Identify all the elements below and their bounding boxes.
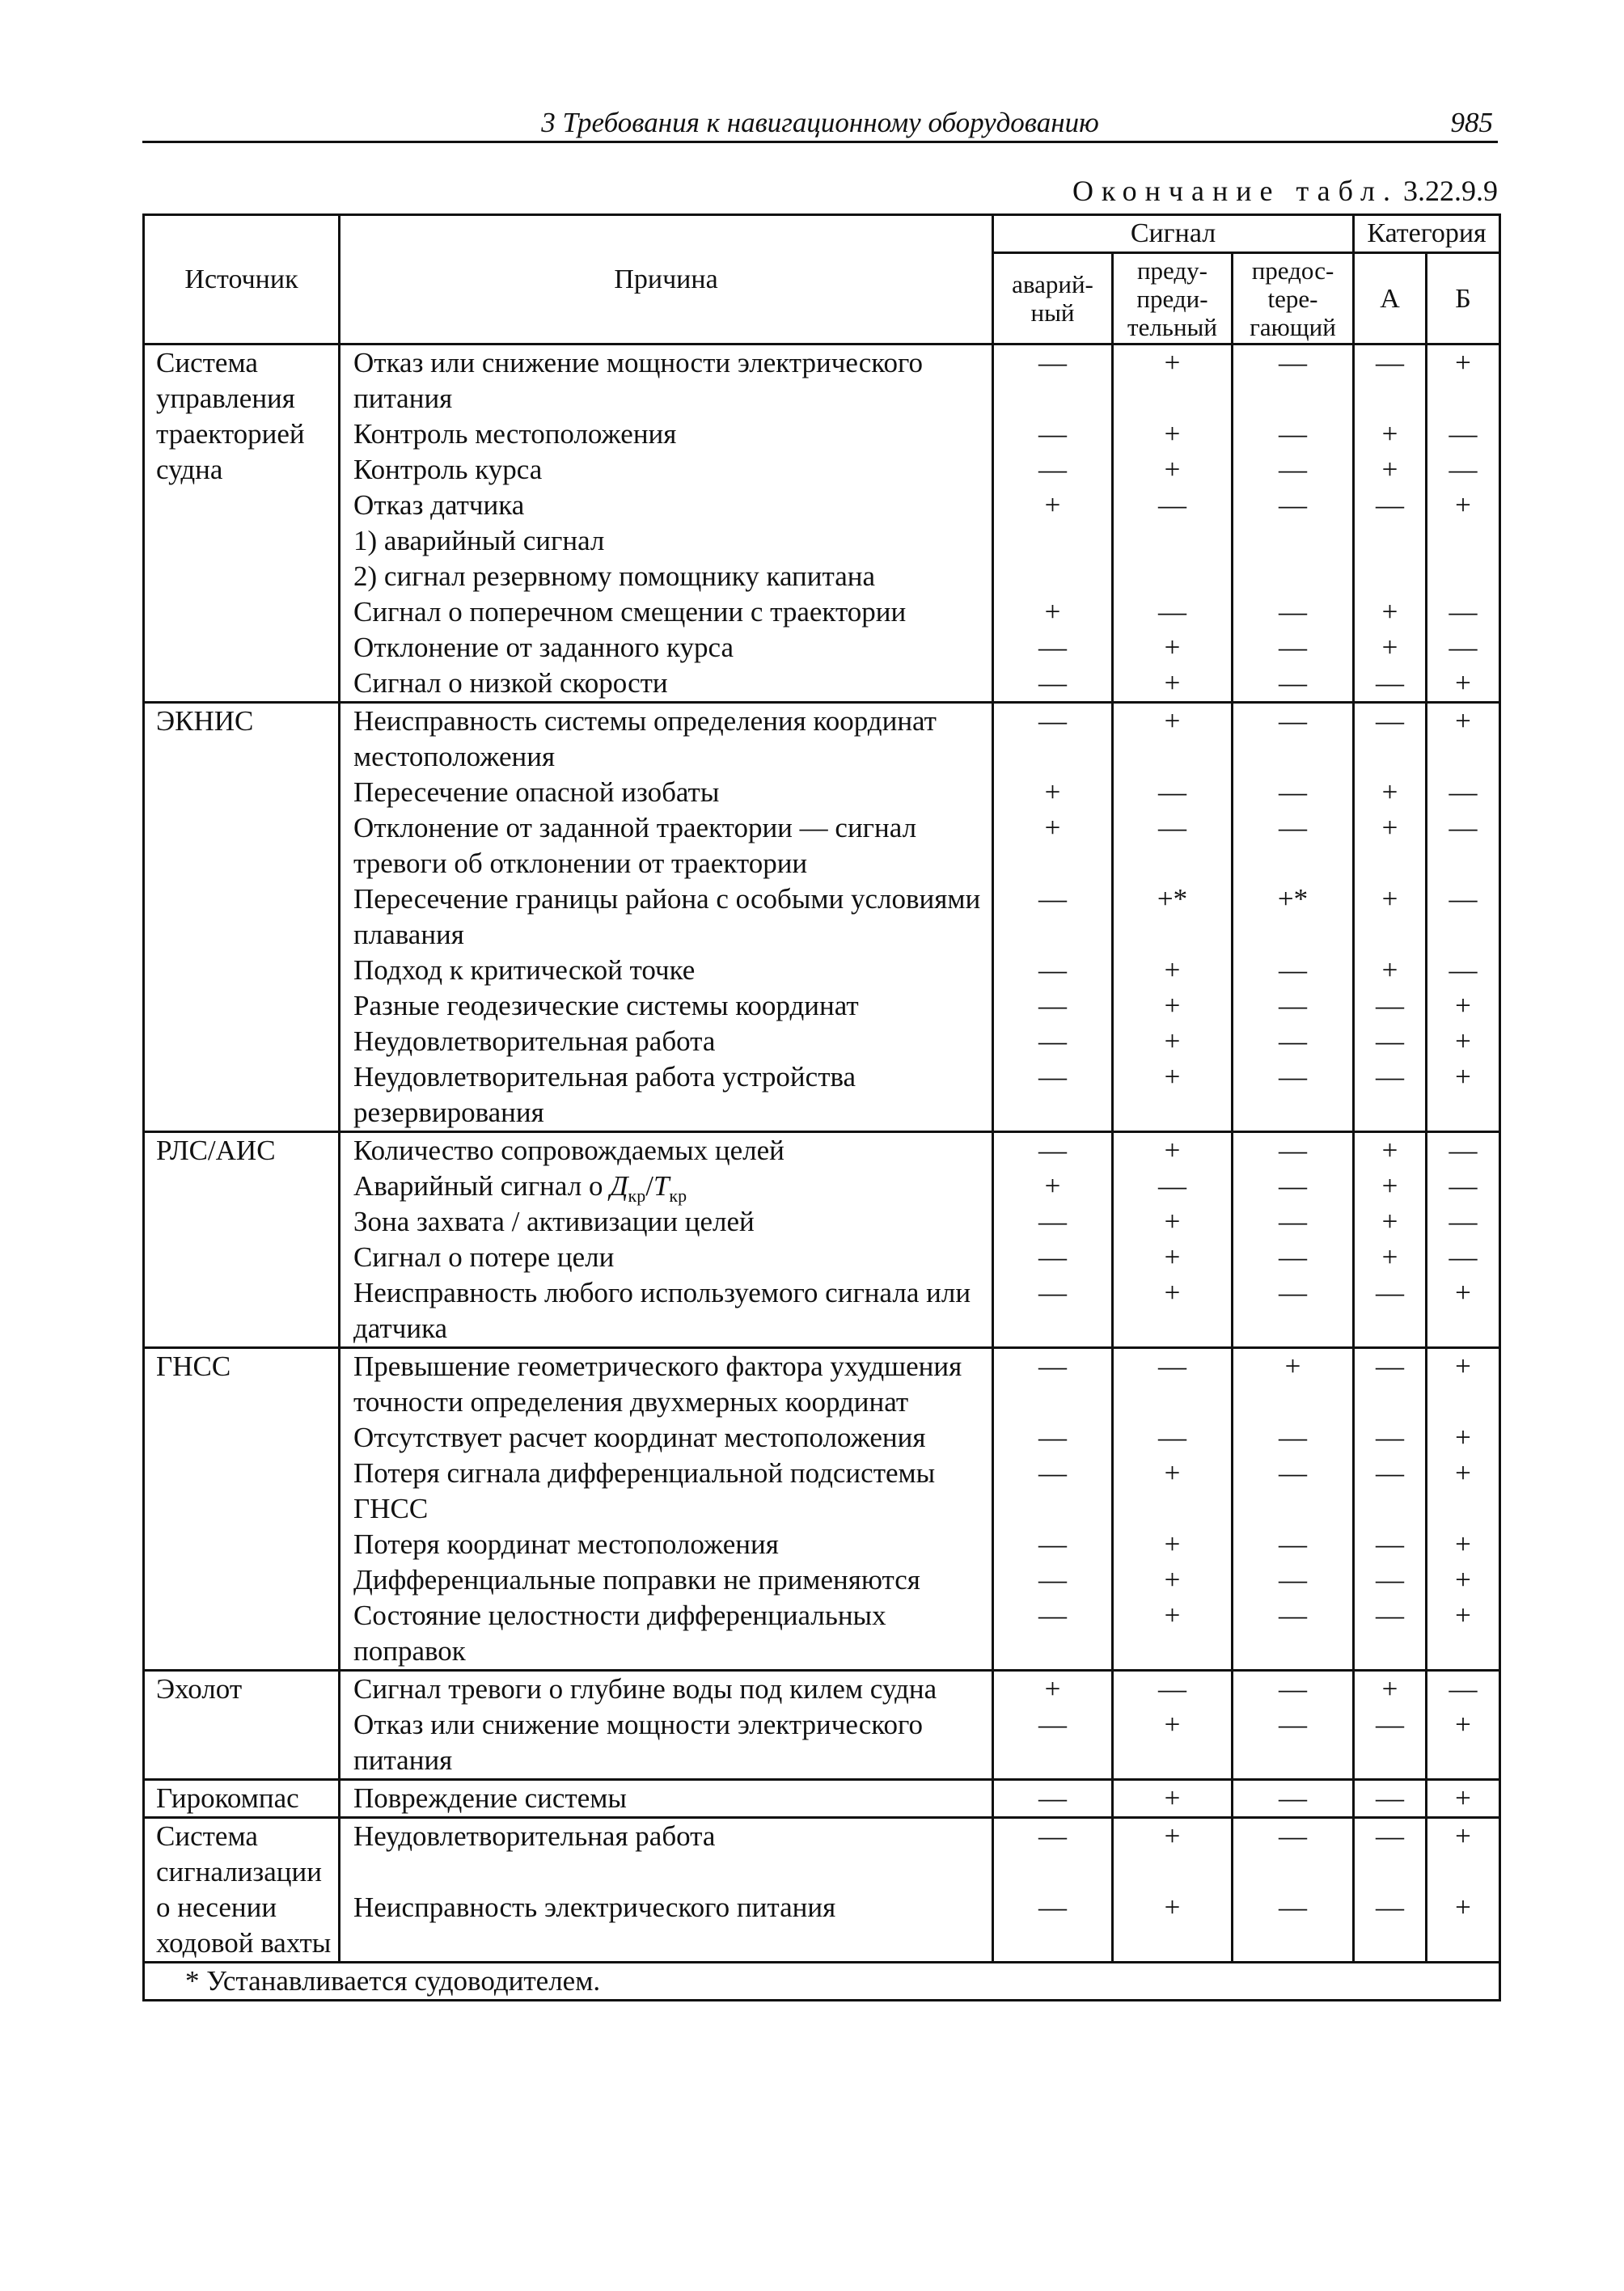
cause-cell: Пересечение опасной изобаты [340, 775, 993, 810]
table-row [144, 953, 1500, 988]
cause-cell: Неисправность системы определения координат местоположения [340, 703, 993, 776]
alarm-mark: — [993, 630, 1113, 666]
category-a-mark: — [1354, 666, 1427, 703]
caution-mark: — [1233, 344, 1354, 417]
category-a-mark: — [1354, 1275, 1427, 1348]
alarm-mark: — [993, 1420, 1113, 1456]
alarm-mark: — [993, 881, 1113, 953]
cause-cell: Отклонение от заданной траектории — сигнал тревоги об отклонении от траектории [340, 810, 993, 881]
category-b-mark: + [1427, 1890, 1500, 1963]
warning-mark: + [1113, 703, 1233, 776]
category-b-mark: — [1427, 1204, 1500, 1240]
alarm-mark: + [993, 1671, 1113, 1708]
category-b-mark: + [1427, 1598, 1500, 1671]
table-body [144, 344, 1500, 2001]
category-a-mark: + [1354, 775, 1427, 810]
source-cell: Гирокомпас [144, 1780, 340, 1818]
warning-mark: + [1113, 1059, 1233, 1132]
caution-mark: — [1233, 1818, 1354, 1891]
alarm-mark: — [993, 1132, 1113, 1169]
category-b-mark: + [1427, 1818, 1500, 1891]
category-a-mark: — [1354, 1818, 1427, 1891]
warning-mark: — [1113, 1420, 1233, 1456]
caution-mark: — [1233, 1707, 1354, 1780]
caution-mark: — [1233, 1024, 1354, 1059]
caution-mark: — [1233, 775, 1354, 810]
category-a-mark: + [1354, 881, 1427, 953]
caution-mark: — [1233, 1169, 1354, 1204]
table-row [144, 703, 1500, 776]
footnote: * Устанавливается судоводителем. [144, 1963, 1500, 2001]
category-b-mark: + [1427, 703, 1500, 776]
footnote-row [144, 1963, 1500, 2001]
caution-mark: — [1233, 1671, 1354, 1708]
table-caption-label: Окончание табл. [1072, 175, 1398, 207]
header-category: Категория [1354, 215, 1500, 253]
table-caption [890, 173, 1498, 209]
source-cell: ЭКНИС [144, 703, 340, 1132]
warning-mark: + [1113, 630, 1233, 666]
category-a-mark: — [1354, 1562, 1427, 1598]
category-b-mark: — [1427, 810, 1500, 881]
category-b-mark: — [1427, 881, 1500, 953]
alarm-mark: — [993, 1240, 1113, 1275]
category-b-mark: — [1427, 416, 1500, 452]
source-cell: Эхолот [144, 1671, 340, 1780]
alarm-mark: — [993, 1348, 1113, 1421]
alarm-mark: — [993, 1275, 1113, 1348]
category-a-mark: — [1354, 1420, 1427, 1456]
table-row [144, 488, 1500, 594]
header-warning: преду- преди- тельный [1113, 253, 1233, 344]
table-row [144, 1818, 1500, 1891]
alarm-mark: — [993, 953, 1113, 988]
caution-mark: — [1233, 1456, 1354, 1527]
category-b-mark: — [1427, 594, 1500, 630]
alarm-mark: + [993, 594, 1113, 630]
table-row [144, 881, 1500, 953]
category-a-mark: + [1354, 1132, 1427, 1169]
table-row [144, 1420, 1500, 1456]
cause-cell: Разные геодезические системы координат [340, 988, 993, 1024]
warning-mark: + [1113, 1024, 1233, 1059]
caution-mark: — [1233, 1420, 1354, 1456]
category-a-mark: + [1354, 1204, 1427, 1240]
caution-mark: — [1233, 630, 1354, 666]
table-row [144, 1456, 1500, 1527]
category-a-mark: — [1354, 488, 1427, 594]
warning-mark: + [1113, 1598, 1233, 1671]
caution-mark: — [1233, 953, 1354, 988]
caution-mark: — [1233, 1240, 1354, 1275]
category-a-mark: — [1354, 1527, 1427, 1562]
warning-mark: + [1113, 452, 1233, 488]
warning-mark: + [1113, 953, 1233, 988]
cause-cell: Неисправность любого используемого сигнала или датчика [340, 1275, 993, 1348]
caution-mark: — [1233, 666, 1354, 703]
category-a-mark: — [1354, 703, 1427, 776]
cause-cell: Контроль местоположения [340, 416, 993, 452]
caution-mark: — [1233, 1780, 1354, 1818]
page-number: 985 [1450, 107, 1493, 138]
table-row [144, 1780, 1500, 1818]
header-category-a: А [1354, 253, 1427, 344]
cause-cell: Неудовлетворительная работа [340, 1818, 993, 1891]
warning-mark: + [1113, 416, 1233, 452]
table-row [144, 1059, 1500, 1132]
alarm-mark: — [993, 1562, 1113, 1598]
caution-mark: — [1233, 1527, 1354, 1562]
category-a-mark: — [1354, 1456, 1427, 1527]
cause-cell: Потеря сигнала дифференциальной подсистемы ГНСС [340, 1456, 993, 1527]
warning-mark: + [1113, 1204, 1233, 1240]
warning-mark: — [1113, 1348, 1233, 1421]
category-b-mark: — [1427, 630, 1500, 666]
category-b-mark: + [1427, 1024, 1500, 1059]
category-b-mark: — [1427, 775, 1500, 810]
alarm-mark: — [993, 1598, 1113, 1671]
alarm-mark: — [993, 1890, 1113, 1963]
caution-mark: — [1233, 1890, 1354, 1963]
caution-mark: — [1233, 488, 1354, 594]
warning-mark: + [1113, 344, 1233, 417]
warning-mark: + [1113, 1562, 1233, 1598]
category-a-mark: + [1354, 630, 1427, 666]
warning-mark: + [1113, 666, 1233, 703]
cause-cell: Пересечение границы района с особыми условиями плавания [340, 881, 993, 953]
category-a-mark: — [1354, 1024, 1427, 1059]
category-b-mark: + [1427, 1348, 1500, 1421]
warning-mark: — [1113, 775, 1233, 810]
cause-cell: Сигнал тревоги о глубине воды под килем судна [340, 1671, 993, 1708]
category-b-mark: + [1427, 1456, 1500, 1527]
table-row [144, 416, 1500, 452]
alarm-mark: — [993, 1780, 1113, 1818]
category-b-mark: + [1427, 344, 1500, 417]
category-b-mark: — [1427, 1671, 1500, 1708]
header-category-b: Б [1427, 253, 1500, 344]
warning-mark: + [1113, 1780, 1233, 1818]
caution-mark: — [1233, 1204, 1354, 1240]
header-signal: Сигнал [993, 215, 1354, 253]
warning-mark: — [1113, 810, 1233, 881]
table-row [144, 775, 1500, 810]
category-b-mark: + [1427, 1707, 1500, 1780]
alarm-mark: — [993, 703, 1113, 776]
source-cell: Система управления траекторией судна [144, 344, 340, 703]
category-a-mark: — [1354, 1780, 1427, 1818]
cause-cell: Отсутствует расчет координат местоположения [340, 1420, 993, 1456]
source-cell: Система сигнализации о несении ходовой вахты [144, 1818, 340, 1963]
cause-cell: Контроль курса [340, 452, 993, 488]
category-a-mark: — [1354, 344, 1427, 417]
category-a-mark: — [1354, 1598, 1427, 1671]
cause-cell: Неисправность электрического питания [340, 1890, 993, 1963]
caution-mark: — [1233, 452, 1354, 488]
alarm-mark: — [993, 1024, 1113, 1059]
category-b-mark: + [1427, 1562, 1500, 1598]
caution-mark: — [1233, 703, 1354, 776]
warning-mark: + [1113, 988, 1233, 1024]
category-a-mark: — [1354, 1707, 1427, 1780]
cause-cell: Аварийный сигнал о $Д_{кр}/Т_{кр}$ [340, 1169, 993, 1204]
category-b-mark: + [1427, 1059, 1500, 1132]
alarm-mark: — [993, 1527, 1113, 1562]
cause-cell: Сигнал о потере цели [340, 1240, 993, 1275]
cause-cell: Подход к критической точке [340, 953, 993, 988]
caution-mark: — [1233, 416, 1354, 452]
category-a-mark: + [1354, 594, 1427, 630]
alarm-mark: — [993, 1059, 1113, 1132]
cause-cell: Отклонение от заданного курса [340, 630, 993, 666]
alarm-mark: — [993, 452, 1113, 488]
category-b-mark: — [1427, 953, 1500, 988]
table-row [144, 1527, 1500, 1562]
warning-mark: + [1113, 1132, 1233, 1169]
cause-cell: Сигнал о низкой скорости [340, 666, 993, 703]
header-source: Источник [144, 215, 340, 344]
warning-mark: + [1113, 1890, 1233, 1963]
alarm-mark: — [993, 1818, 1113, 1891]
category-b-mark: + [1427, 1420, 1500, 1456]
cause-cell: Неудовлетворительная работа [340, 1024, 993, 1059]
category-b-mark: — [1427, 452, 1500, 488]
table-row [144, 452, 1500, 488]
table-row [144, 1169, 1500, 1204]
header-alarm: аварий- ный [993, 253, 1113, 344]
cause-cell: Неудовлетворительная работа устройства резервирования [340, 1059, 993, 1132]
table-row [144, 1348, 1500, 1421]
cause-cell: Зона захвата / активизации целей [340, 1204, 993, 1240]
table-row [144, 1024, 1500, 1059]
table-row [144, 1890, 1500, 1963]
table-row [144, 594, 1500, 630]
category-b-mark: — [1427, 1240, 1500, 1275]
table-row [144, 1598, 1500, 1671]
table-row [144, 630, 1500, 666]
warning-mark: + [1113, 1707, 1233, 1780]
table-row [144, 988, 1500, 1024]
caution-mark: — [1233, 594, 1354, 630]
category-a-mark: + [1354, 1169, 1427, 1204]
table-row [144, 1707, 1500, 1780]
alarm-mark: — [993, 416, 1113, 452]
table-row [144, 666, 1500, 703]
cause-cell: Отказ датчика 1) аварийный сигнал 2) сигнал резервному помощнику капитана [340, 488, 993, 594]
alarm-mark: — [993, 1456, 1113, 1527]
alarm-mark: — [993, 1707, 1113, 1780]
caution-mark: +* [1233, 881, 1354, 953]
cause-cell: Дифференциальные поправки не применяются [340, 1562, 993, 1598]
caution-mark: — [1233, 810, 1354, 881]
category-b-mark: + [1427, 988, 1500, 1024]
running-title: 3 Требования к навигационному оборудованию [541, 107, 1099, 138]
alarm-mark: — [993, 344, 1113, 417]
alarm-mark: + [993, 810, 1113, 881]
cause-cell: Состояние целостности дифференциальных поправок [340, 1598, 993, 1671]
category-a-mark: + [1354, 452, 1427, 488]
caution-mark: — [1233, 1598, 1354, 1671]
warning-mark: + [1113, 1240, 1233, 1275]
header-caution: предос- tере- гающий [1233, 253, 1354, 344]
cause-cell: Потеря координат местоположения [340, 1527, 993, 1562]
table-row [144, 1275, 1500, 1348]
cause-cell: Повреждение системы [340, 1780, 993, 1818]
caution-mark: — [1233, 1275, 1354, 1348]
cause-cell: Отказ или снижение мощности электрического питания [340, 344, 993, 417]
warning-mark: + [1113, 1456, 1233, 1527]
alarm-table [142, 213, 1501, 2001]
category-a-mark: — [1354, 1890, 1427, 1963]
table-row [144, 344, 1500, 417]
category-a-mark: + [1354, 416, 1427, 452]
caution-mark: + [1233, 1348, 1354, 1421]
category-a-mark: + [1354, 953, 1427, 988]
caution-mark: — [1233, 988, 1354, 1024]
page-header [142, 105, 1498, 143]
category-b-mark: — [1427, 1169, 1500, 1204]
source-cell: ГНСС [144, 1348, 340, 1671]
table-row [144, 1562, 1500, 1598]
table-row [144, 1132, 1500, 1169]
category-b-mark: — [1427, 1132, 1500, 1169]
category-a-mark: + [1354, 810, 1427, 881]
warning-mark: + [1113, 1527, 1233, 1562]
category-b-mark: + [1427, 1275, 1500, 1348]
table-row [144, 1240, 1500, 1275]
warning-mark: — [1113, 1671, 1233, 1708]
alarm-mark: — [993, 1204, 1113, 1240]
cause-cell: Количество сопровождаемых целей [340, 1132, 993, 1169]
header-cause: Причина [340, 215, 993, 344]
category-a-mark: + [1354, 1671, 1427, 1708]
category-b-mark: + [1427, 1780, 1500, 1818]
cause-cell: Отказ или снижение мощности электрического питания [340, 1707, 993, 1780]
alarm-mark: — [993, 666, 1113, 703]
warning-mark: + [1113, 1818, 1233, 1891]
alarm-mark: + [993, 775, 1113, 810]
table-caption-number: 3.22.9.9 [1403, 175, 1498, 207]
cause-cell: Сигнал о поперечном смещении с траектории [340, 594, 993, 630]
category-a-mark: — [1354, 988, 1427, 1024]
caution-mark: — [1233, 1562, 1354, 1598]
warning-mark: +* [1113, 881, 1233, 953]
category-a-mark: — [1354, 1059, 1427, 1132]
warning-mark: + [1113, 1275, 1233, 1348]
warning-mark: — [1113, 488, 1233, 594]
alarm-mark: — [993, 988, 1113, 1024]
source-cell: РЛС/АИС [144, 1132, 340, 1348]
warning-mark: — [1113, 594, 1233, 630]
category-a-mark: — [1354, 1348, 1427, 1421]
table-row [144, 1671, 1500, 1708]
table-row [144, 810, 1500, 881]
alarm-mark: + [993, 1169, 1113, 1204]
table-row [144, 1204, 1500, 1240]
alarm-mark: + [993, 488, 1113, 594]
caution-mark: — [1233, 1059, 1354, 1132]
category-b-mark: + [1427, 666, 1500, 703]
category-a-mark: + [1354, 1240, 1427, 1275]
category-b-mark: + [1427, 1527, 1500, 1562]
caution-mark: — [1233, 1132, 1354, 1169]
category-b-mark: + [1427, 488, 1500, 594]
warning-mark: — [1113, 1169, 1233, 1204]
cause-cell: Превышение геометрического фактора ухудшения точности определения двухмерных координат [340, 1348, 993, 1421]
